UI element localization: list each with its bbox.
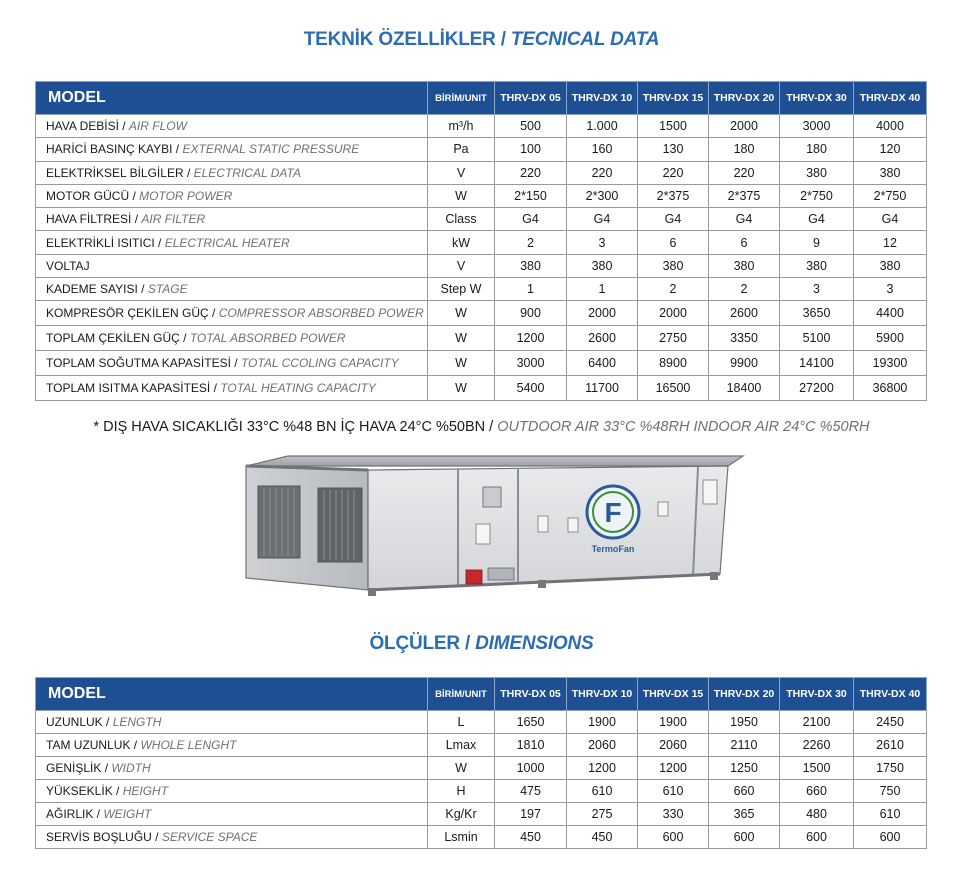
termofan-logo-icon bbox=[587, 486, 639, 554]
row-label bbox=[36, 161, 428, 184]
value-cell: 220 bbox=[567, 161, 638, 184]
value-cell: 2000 bbox=[638, 301, 709, 326]
value-cell: 660 bbox=[780, 780, 854, 803]
value-cell: 3 bbox=[854, 278, 927, 301]
row-label-tr: GENİŞLİK / bbox=[46, 761, 112, 775]
table-row bbox=[36, 826, 927, 849]
row-label-en: SERVICE SPACE bbox=[161, 830, 258, 844]
unit-cell: W bbox=[428, 376, 495, 401]
value-cell: 1500 bbox=[780, 757, 854, 780]
row-label-en: ELECTRICAL DATA bbox=[193, 165, 301, 180]
row-label-en: WHOLE LENGHT bbox=[140, 738, 237, 752]
value-cell: 2*375 bbox=[638, 184, 709, 207]
note-tr: * DIŞ HAVA SICAKLIĞI 33°C %48 BN İÇ HAVA 24°C %50BN / bbox=[93, 419, 494, 435]
value-cell: 3000 bbox=[495, 351, 567, 376]
row-label-tr: VOLTAJ bbox=[46, 258, 90, 273]
value-cell: 16500 bbox=[638, 376, 709, 401]
value-cell: 1200 bbox=[567, 757, 638, 780]
title-tr: ÖLÇÜLER / bbox=[369, 633, 471, 654]
table-row bbox=[36, 780, 927, 803]
row-label-tr: MOTOR GÜCÜ / bbox=[46, 189, 140, 204]
row-label-tr: ELEKTRİKLİ ISITICI / bbox=[46, 235, 165, 250]
value-cell: 4000 bbox=[854, 115, 927, 138]
value-cell: 36800 bbox=[854, 376, 927, 401]
unit-cell: Kg/Kr bbox=[428, 803, 495, 826]
value-cell: 600 bbox=[709, 826, 780, 849]
row-label-en: MOTOR POWER bbox=[139, 189, 233, 204]
value-cell: 600 bbox=[780, 826, 854, 849]
value-cell: 2610 bbox=[854, 734, 927, 757]
value-cell: 8900 bbox=[638, 351, 709, 376]
model-column-header: THRV-DX 40 bbox=[854, 678, 927, 711]
value-cell: 2600 bbox=[567, 326, 638, 351]
value-cell: 18400 bbox=[709, 376, 780, 401]
row-label bbox=[36, 757, 428, 780]
table-row bbox=[36, 231, 927, 254]
model-column-header: THRV-DX 10 bbox=[567, 82, 638, 115]
row-label-en: TOTAL CCOLING CAPACITY bbox=[240, 356, 399, 371]
value-cell: 3350 bbox=[709, 326, 780, 351]
row-label bbox=[36, 301, 428, 326]
value-cell: 2750 bbox=[638, 326, 709, 351]
value-cell: 2*375 bbox=[709, 184, 780, 207]
row-label-tr: TOPLAM ISITMA KAPASİTESİ / bbox=[46, 381, 221, 396]
value-cell: 2450 bbox=[854, 711, 927, 734]
value-cell: 450 bbox=[495, 826, 567, 849]
value-cell: 1.000 bbox=[567, 115, 638, 138]
row-label bbox=[36, 278, 428, 301]
value-cell: 3000 bbox=[780, 115, 854, 138]
value-cell: 220 bbox=[495, 161, 567, 184]
title-en: TECNICAL DATA bbox=[510, 29, 660, 50]
value-cell: 197 bbox=[495, 803, 567, 826]
value-cell: 180 bbox=[709, 138, 780, 161]
value-cell: 2 bbox=[709, 278, 780, 301]
row-label-tr: TOPLAM ÇEKİLEN GÜÇ / bbox=[46, 331, 190, 346]
value-cell: G4 bbox=[780, 208, 854, 231]
unit-cell: Lsmin bbox=[428, 826, 495, 849]
value-cell: 2000 bbox=[709, 115, 780, 138]
value-cell: 1810 bbox=[495, 734, 567, 757]
row-label bbox=[36, 326, 428, 351]
row-label-tr: SERVİS BOŞLUĞU / bbox=[46, 830, 162, 844]
value-cell: 500 bbox=[495, 115, 567, 138]
row-label bbox=[36, 208, 428, 231]
value-cell: 2*300 bbox=[567, 184, 638, 207]
value-cell: 12 bbox=[854, 231, 927, 254]
value-cell: 11700 bbox=[567, 376, 638, 401]
unit-cell: m³/h bbox=[428, 115, 495, 138]
row-label-en: EXTERNAL STATIC PRESSURE bbox=[182, 142, 360, 157]
table-row bbox=[36, 254, 927, 277]
value-cell: 380 bbox=[780, 254, 854, 277]
value-cell: 220 bbox=[638, 161, 709, 184]
value-cell: 14100 bbox=[780, 351, 854, 376]
unit-cell: V bbox=[428, 254, 495, 277]
row-label-en: AIR FILTER bbox=[141, 212, 206, 227]
air-handling-unit-image bbox=[238, 452, 758, 612]
title-tr: TEKNİK ÖZELLİKLER / bbox=[303, 29, 506, 50]
value-cell: 5100 bbox=[780, 326, 854, 351]
unit-cell: W bbox=[428, 326, 495, 351]
technical-data-table bbox=[35, 81, 927, 401]
value-cell: G4 bbox=[638, 208, 709, 231]
value-cell: 480 bbox=[780, 803, 854, 826]
model-column-header: THRV-DX 05 bbox=[495, 82, 567, 115]
value-cell: 2*150 bbox=[495, 184, 567, 207]
row-label bbox=[36, 184, 428, 207]
row-label-tr: ELEKTRİKSEL BİLGİLER / bbox=[46, 165, 194, 180]
row-label-en: TOTAL ABSORBED POWER bbox=[189, 331, 346, 346]
value-cell: 380 bbox=[567, 254, 638, 277]
value-cell: 2060 bbox=[638, 734, 709, 757]
row-label bbox=[36, 376, 428, 401]
test-conditions-note bbox=[0, 419, 963, 435]
value-cell: 1 bbox=[495, 278, 567, 301]
table-row bbox=[36, 376, 927, 401]
row-label bbox=[36, 711, 428, 734]
value-cell: 1 bbox=[567, 278, 638, 301]
row-label-en: WIDTH bbox=[111, 761, 151, 775]
value-cell: 1200 bbox=[495, 326, 567, 351]
value-cell: 1900 bbox=[638, 711, 709, 734]
value-cell: 2060 bbox=[567, 734, 638, 757]
value-cell: 9 bbox=[780, 231, 854, 254]
model-column-header: THRV-DX 20 bbox=[709, 678, 780, 711]
row-label bbox=[36, 115, 428, 138]
row-label-tr: KOMPRESÖR ÇEKİLEN GÜÇ / bbox=[46, 306, 219, 321]
table-row bbox=[36, 757, 927, 780]
row-label bbox=[36, 351, 428, 376]
svg-text:F: F bbox=[604, 497, 622, 528]
row-label-en: STAGE bbox=[147, 282, 188, 297]
row-label bbox=[36, 231, 428, 254]
value-cell: G4 bbox=[567, 208, 638, 231]
unit-cell: Lmax bbox=[428, 734, 495, 757]
value-cell: 2260 bbox=[780, 734, 854, 757]
row-label-tr: HAVA DEBİSİ / bbox=[46, 119, 129, 134]
dimensions-body bbox=[36, 711, 927, 849]
model-column-header: THRV-DX 30 bbox=[780, 678, 854, 711]
value-cell: 380 bbox=[495, 254, 567, 277]
unit-cell: V bbox=[428, 161, 495, 184]
value-cell: 1900 bbox=[567, 711, 638, 734]
svg-text:TermoFan: TermoFan bbox=[591, 544, 635, 554]
value-cell: 3 bbox=[567, 231, 638, 254]
model-header: MODEL bbox=[36, 82, 428, 115]
value-cell: 365 bbox=[709, 803, 780, 826]
value-cell: 900 bbox=[495, 301, 567, 326]
value-cell: 380 bbox=[854, 161, 927, 184]
value-cell: 330 bbox=[638, 803, 709, 826]
row-label-tr: UZUNLUK / bbox=[46, 715, 113, 729]
row-label bbox=[36, 138, 428, 161]
value-cell: 380 bbox=[780, 161, 854, 184]
table-row bbox=[36, 184, 927, 207]
value-cell: 610 bbox=[638, 780, 709, 803]
table-header-row bbox=[36, 678, 927, 711]
unit-cell: W bbox=[428, 184, 495, 207]
value-cell: G4 bbox=[709, 208, 780, 231]
value-cell: 475 bbox=[495, 780, 567, 803]
row-label bbox=[36, 803, 428, 826]
value-cell: 6 bbox=[709, 231, 780, 254]
model-column-header: THRV-DX 15 bbox=[638, 82, 709, 115]
title-en: DIMENSIONS bbox=[475, 633, 594, 654]
value-cell: 2600 bbox=[709, 301, 780, 326]
table-row bbox=[36, 803, 927, 826]
unit-cell: kW bbox=[428, 231, 495, 254]
row-label-en: WEIGHT bbox=[103, 807, 152, 821]
value-cell: 660 bbox=[709, 780, 780, 803]
value-cell: 600 bbox=[638, 826, 709, 849]
table-row bbox=[36, 138, 927, 161]
value-cell: 220 bbox=[709, 161, 780, 184]
value-cell: 2000 bbox=[567, 301, 638, 326]
value-cell: G4 bbox=[495, 208, 567, 231]
value-cell: 380 bbox=[709, 254, 780, 277]
value-cell: 2 bbox=[638, 278, 709, 301]
table-header-row bbox=[36, 82, 927, 115]
row-label-en: ELECTRICAL HEATER bbox=[164, 235, 290, 250]
value-cell: 3650 bbox=[780, 301, 854, 326]
value-cell: 130 bbox=[638, 138, 709, 161]
row-label bbox=[36, 826, 428, 849]
value-cell: 6 bbox=[638, 231, 709, 254]
value-cell: 1200 bbox=[638, 757, 709, 780]
value-cell: 1750 bbox=[854, 757, 927, 780]
value-cell: 180 bbox=[780, 138, 854, 161]
model-column-header: THRV-DX 20 bbox=[709, 82, 780, 115]
table-row bbox=[36, 351, 927, 376]
row-label-en: AIR FLOW bbox=[128, 119, 187, 134]
row-label bbox=[36, 780, 428, 803]
row-label-en: TOTAL HEATING CAPACITY bbox=[220, 381, 376, 396]
row-label-en: LENGTH bbox=[112, 715, 162, 729]
value-cell: 2*750 bbox=[854, 184, 927, 207]
model-column-header: THRV-DX 15 bbox=[638, 678, 709, 711]
table-row bbox=[36, 301, 927, 326]
model-column-header: THRV-DX 10 bbox=[567, 678, 638, 711]
table-row bbox=[36, 161, 927, 184]
value-cell: 1650 bbox=[495, 711, 567, 734]
value-cell: 5900 bbox=[854, 326, 927, 351]
unit-cell: Class bbox=[428, 208, 495, 231]
table-row bbox=[36, 734, 927, 757]
unit-header: BİRİM/UNIT bbox=[428, 82, 495, 115]
value-cell: 380 bbox=[638, 254, 709, 277]
model-column-header: THRV-DX 40 bbox=[854, 82, 927, 115]
value-cell: 5400 bbox=[495, 376, 567, 401]
table-row bbox=[36, 115, 927, 138]
value-cell: 2*750 bbox=[780, 184, 854, 207]
value-cell: 750 bbox=[854, 780, 927, 803]
unit-header: BİRİM/UNIT bbox=[428, 678, 495, 711]
unit-cell: Pa bbox=[428, 138, 495, 161]
table-row bbox=[36, 278, 927, 301]
dimensions-title bbox=[0, 633, 963, 655]
value-cell: 2 bbox=[495, 231, 567, 254]
value-cell: 27200 bbox=[780, 376, 854, 401]
value-cell: 1500 bbox=[638, 115, 709, 138]
table-row bbox=[36, 711, 927, 734]
value-cell: 1000 bbox=[495, 757, 567, 780]
unit-cell: W bbox=[428, 351, 495, 376]
value-cell: 160 bbox=[567, 138, 638, 161]
value-cell: 380 bbox=[854, 254, 927, 277]
row-label-tr: TOPLAM SOĞUTMA KAPASİTESİ / bbox=[46, 356, 241, 371]
row-label-en: COMPRESSOR ABSORBED POWER bbox=[218, 306, 424, 321]
dimensions-table bbox=[35, 677, 927, 849]
value-cell: 120 bbox=[854, 138, 927, 161]
model-column-header: THRV-DX 30 bbox=[780, 82, 854, 115]
unit-cell: W bbox=[428, 757, 495, 780]
value-cell: 600 bbox=[854, 826, 927, 849]
value-cell: 2100 bbox=[780, 711, 854, 734]
value-cell: 610 bbox=[567, 780, 638, 803]
value-cell: 4400 bbox=[854, 301, 927, 326]
row-label-en: HEIGHT bbox=[122, 784, 169, 798]
table-row bbox=[36, 326, 927, 351]
value-cell: G4 bbox=[854, 208, 927, 231]
note-en: OUTDOOR AIR 33°C %48RH INDOOR AIR 24°C %50RH bbox=[497, 419, 870, 435]
table-row bbox=[36, 208, 927, 231]
value-cell: 1950 bbox=[709, 711, 780, 734]
value-cell: 1250 bbox=[709, 757, 780, 780]
unit-cell: Step W bbox=[428, 278, 495, 301]
row-label-tr: HARİCİ BASINÇ KAYBI / bbox=[46, 142, 183, 157]
value-cell: 100 bbox=[495, 138, 567, 161]
row-label-tr: HAVA FİLTRESİ / bbox=[46, 212, 142, 227]
model-header: MODEL bbox=[36, 678, 428, 711]
row-label-tr: KADEME SAYISI / bbox=[46, 282, 148, 297]
value-cell: 2110 bbox=[709, 734, 780, 757]
technical-data-title bbox=[0, 29, 963, 51]
value-cell: 9900 bbox=[709, 351, 780, 376]
unit-cell: H bbox=[428, 780, 495, 803]
row-label bbox=[36, 734, 428, 757]
value-cell: 19300 bbox=[854, 351, 927, 376]
model-column-header: THRV-DX 05 bbox=[495, 678, 567, 711]
value-cell: 6400 bbox=[567, 351, 638, 376]
unit-cell: L bbox=[428, 711, 495, 734]
unit-cell: W bbox=[428, 301, 495, 326]
value-cell: 450 bbox=[567, 826, 638, 849]
row-label-tr: AĞIRLIK / bbox=[46, 807, 104, 821]
value-cell: 610 bbox=[854, 803, 927, 826]
value-cell: 3 bbox=[780, 278, 854, 301]
technical-data-body bbox=[36, 115, 927, 401]
row-label bbox=[36, 254, 428, 277]
value-cell: 275 bbox=[567, 803, 638, 826]
row-label-tr: YÜKSEKLİK / bbox=[46, 784, 123, 798]
row-label-tr: TAM UZUNLUK / bbox=[46, 738, 141, 752]
